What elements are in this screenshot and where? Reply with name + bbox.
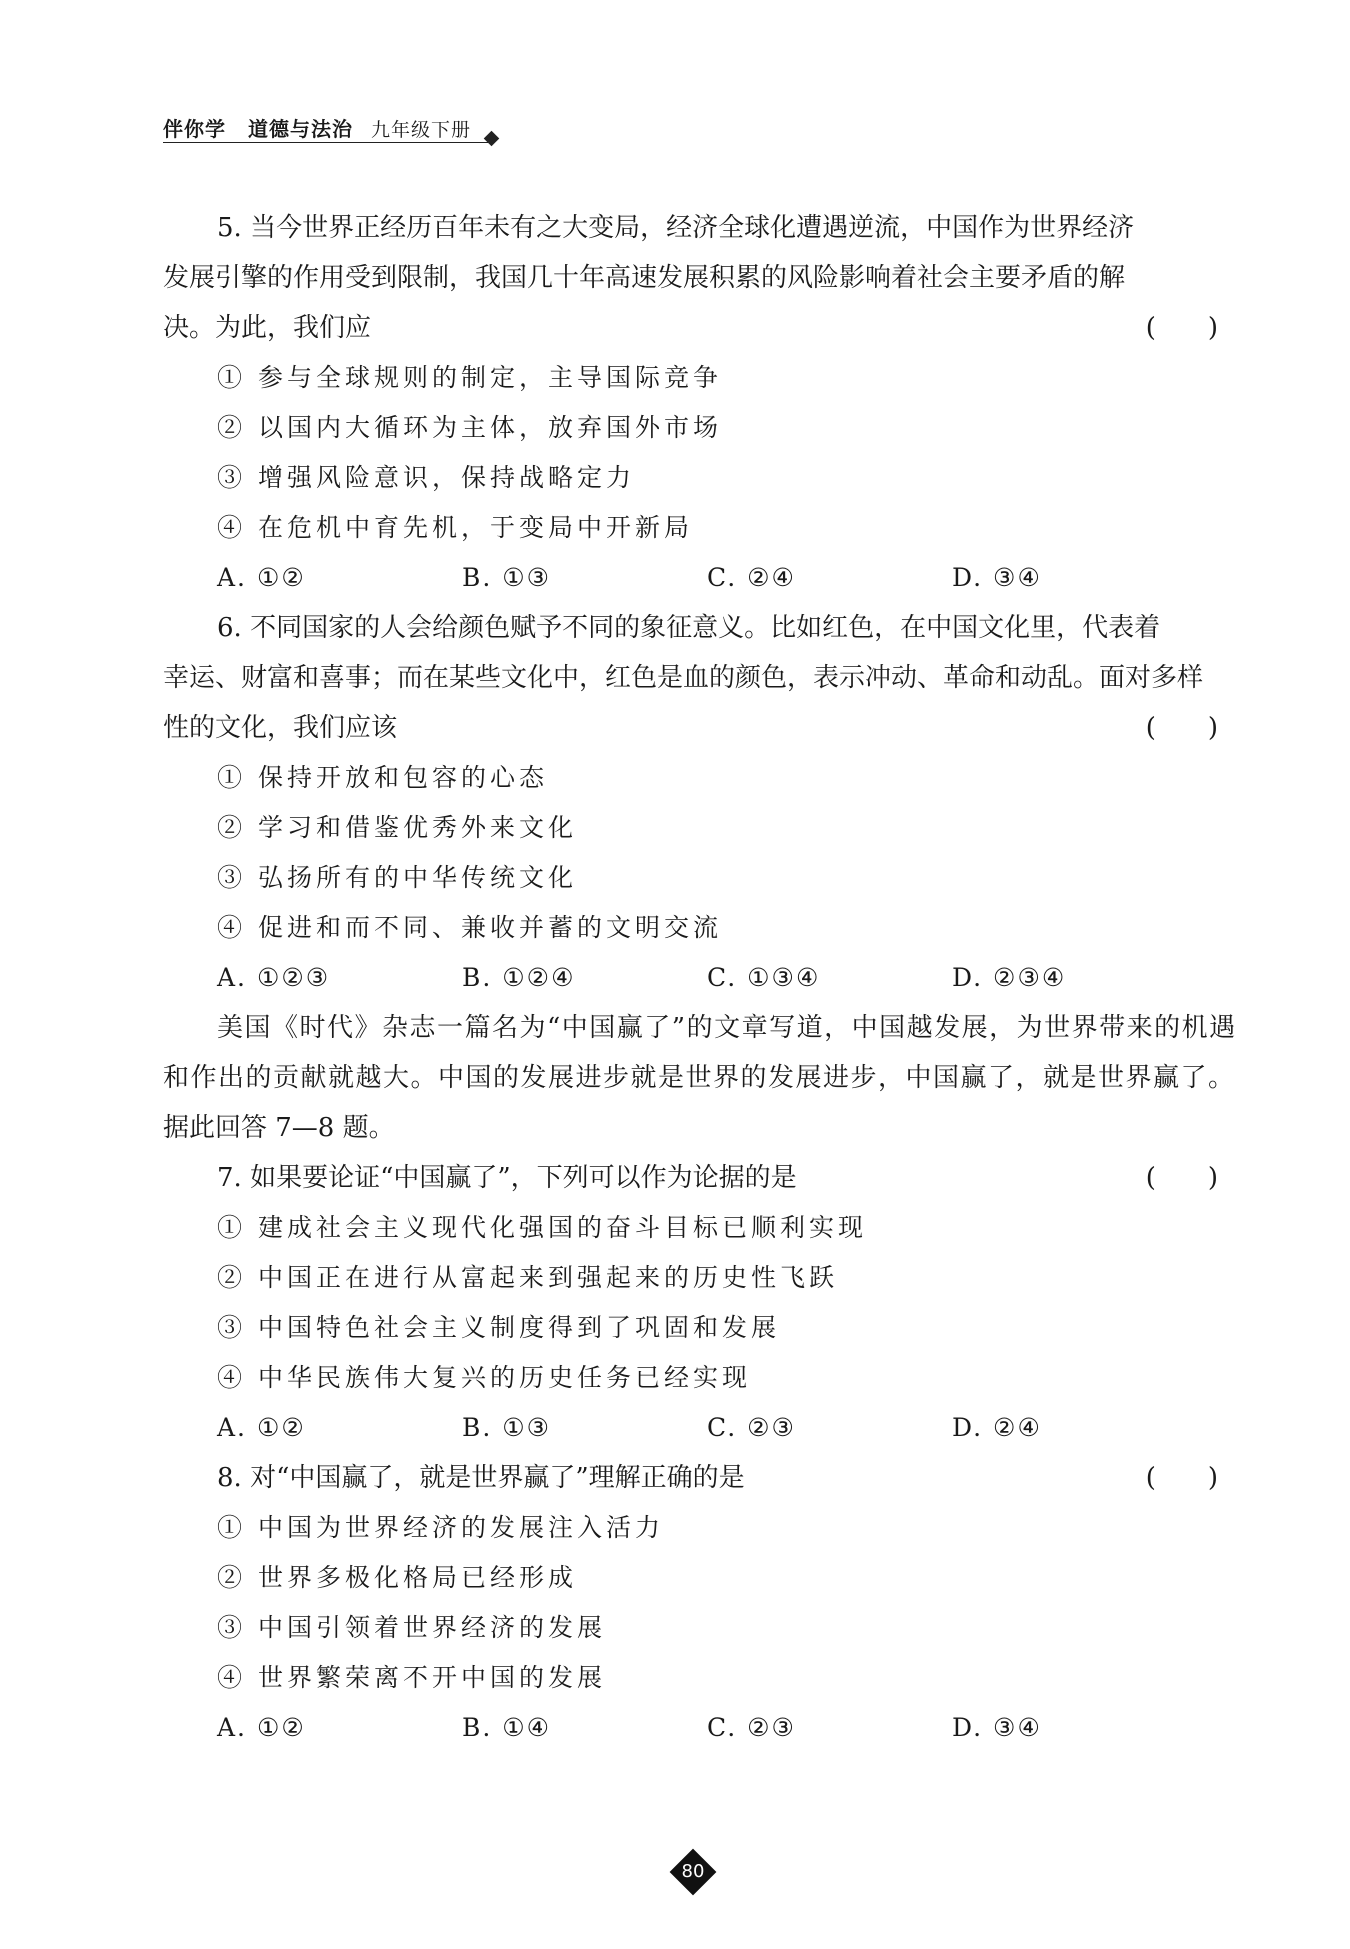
q7-choice-b: B. ①③ bbox=[462, 1413, 552, 1442]
q5-choice-a: A. ①② bbox=[217, 563, 306, 592]
header-diamond-icon bbox=[484, 131, 500, 147]
q8-option-3: ③ 中国引领着世界经济的发展 bbox=[217, 1613, 606, 1642]
q6-option-3: ③ 弘扬所有的中华传统文化 bbox=[217, 863, 577, 892]
question-7 bbox=[163, 1153, 1218, 1453]
q8-choices bbox=[163, 1703, 1218, 1753]
running-header bbox=[163, 113, 471, 142]
q7-choices bbox=[163, 1403, 1218, 1453]
q6-stem-line-2: 幸运、财富和喜事；而在某些文化中，红色是血的颜色，表示冲动、革命和动乱。面对多样 bbox=[163, 663, 1204, 693]
header-grade: 九年级下册 bbox=[371, 119, 472, 141]
page-number-badge bbox=[670, 1849, 716, 1895]
material-line-3: 据此回答 7—8 题。 bbox=[163, 1113, 395, 1143]
q5-choice-c: C. ②④ bbox=[707, 563, 796, 592]
material-line-2: 和作出的贡献就越大。中国的发展进步就是世界的发展进步，中国赢了，就是世界赢了。 bbox=[163, 1063, 1236, 1093]
page-number: 80 bbox=[681, 1861, 705, 1882]
q7-option-4: ④ 中华民族伟大复兴的历史任务已经实现 bbox=[217, 1363, 751, 1392]
q5-stem-line-3 bbox=[163, 303, 1218, 353]
q6-choice-d: D. ②③④ bbox=[952, 963, 1067, 992]
q6-choice-b: B. ①②④ bbox=[462, 963, 576, 992]
q7-option-3: ③ 中国特色社会主义制度得到了巩固和发展 bbox=[217, 1313, 780, 1342]
q8-choice-d: D. ③④ bbox=[952, 1713, 1042, 1742]
q7-answer-bracket: ( ) bbox=[1145, 1163, 1218, 1193]
material-line-1: 美国《时代》杂志一篇名为“中国赢了”的文章写道，中国越发展，为世界带来的机遇 bbox=[217, 1013, 1237, 1043]
q7-option-2: ② 中国正在进行从富起来到强起来的历史性飞跃 bbox=[217, 1263, 838, 1292]
q6-choices bbox=[163, 953, 1218, 1003]
q8-choice-a: A. ①② bbox=[217, 1713, 306, 1742]
header-brand: 伴你学 bbox=[163, 117, 226, 141]
q6-stem-line-3 bbox=[163, 703, 1218, 753]
q8-stem-text: 8. 对“中国赢了，就是世界赢了”理解正确的是 bbox=[217, 1463, 745, 1493]
q5-option-1: ① 参与全球规则的制定，主导国际竞争 bbox=[217, 363, 722, 392]
q5-answer-bracket: ( ) bbox=[1145, 313, 1218, 343]
q6-option-1: ① 保持开放和包容的心态 bbox=[217, 763, 548, 792]
q5-option-4: ④ 在危机中育先机，于变局中开新局 bbox=[217, 513, 693, 542]
material-passage bbox=[163, 1003, 1237, 1153]
q8-stem bbox=[163, 1453, 1218, 1503]
q6-choice-a: A. ①②③ bbox=[217, 963, 331, 992]
q6-stem-line-3-text: 性的文化，我们应该 bbox=[163, 713, 398, 743]
q5-stem-line-2: 发展引擎的作用受到限制，我国几十年高速发展积累的风险影响着社会主要矛盾的解 bbox=[163, 263, 1126, 293]
q7-option-1: ① 建成社会主义现代化强国的奋斗目标已顺利实现 bbox=[217, 1213, 867, 1242]
header-rule bbox=[163, 142, 488, 143]
q6-option-4: ④ 促进和而不同、兼收并蓄的文明交流 bbox=[217, 913, 722, 942]
q5-choice-b: B. ①③ bbox=[462, 563, 552, 592]
q5-option-3: ③ 增强风险意识，保持战略定力 bbox=[217, 463, 635, 492]
q8-option-4: ④ 世界繁荣离不开中国的发展 bbox=[217, 1663, 606, 1692]
q5-option-2: ② 以国内大循环为主体，放弃国外市场 bbox=[217, 413, 722, 442]
q8-option-2: ② 世界多极化格局已经形成 bbox=[217, 1563, 577, 1592]
question-6 bbox=[163, 603, 1218, 1003]
q7-choice-a: A. ①② bbox=[217, 1413, 306, 1442]
q7-choice-c: C. ②③ bbox=[707, 1413, 796, 1442]
q6-answer-bracket: ( ) bbox=[1145, 713, 1218, 743]
q6-stem-line-1: 6. 不同国家的人会给颜色赋予不同的象征意义。比如红色，在中国文化里，代表着 bbox=[217, 613, 1161, 643]
q8-answer-bracket: ( ) bbox=[1145, 1463, 1218, 1493]
q6-choice-c: C. ①③④ bbox=[707, 963, 821, 992]
q8-choice-b: B. ①④ bbox=[462, 1713, 552, 1742]
question-5 bbox=[163, 203, 1218, 603]
q5-stem-line-1: 5. 当今世界正经历百年未有之大变局，经济全球化遭遇逆流，中国作为世界经济 bbox=[217, 213, 1135, 243]
q8-option-1: ① 中国为世界经济的发展注入活力 bbox=[217, 1513, 664, 1542]
q7-stem bbox=[163, 1153, 1218, 1203]
question-8 bbox=[163, 1453, 1218, 1753]
q5-choices bbox=[163, 553, 1218, 603]
q5-choice-d: D. ③④ bbox=[952, 563, 1042, 592]
q5-stem-line-3-text: 决。为此，我们应 bbox=[163, 313, 372, 343]
q7-stem-text: 7. 如果要论证“中国赢了”，下列可以作为论据的是 bbox=[217, 1163, 797, 1193]
content bbox=[163, 203, 1237, 1753]
header-subject: 道德与法治 bbox=[248, 117, 353, 141]
q8-choice-c: C. ②③ bbox=[707, 1713, 796, 1742]
q7-choice-d: D. ②④ bbox=[952, 1413, 1042, 1442]
q6-option-2: ② 学习和借鉴优秀外来文化 bbox=[217, 813, 577, 842]
